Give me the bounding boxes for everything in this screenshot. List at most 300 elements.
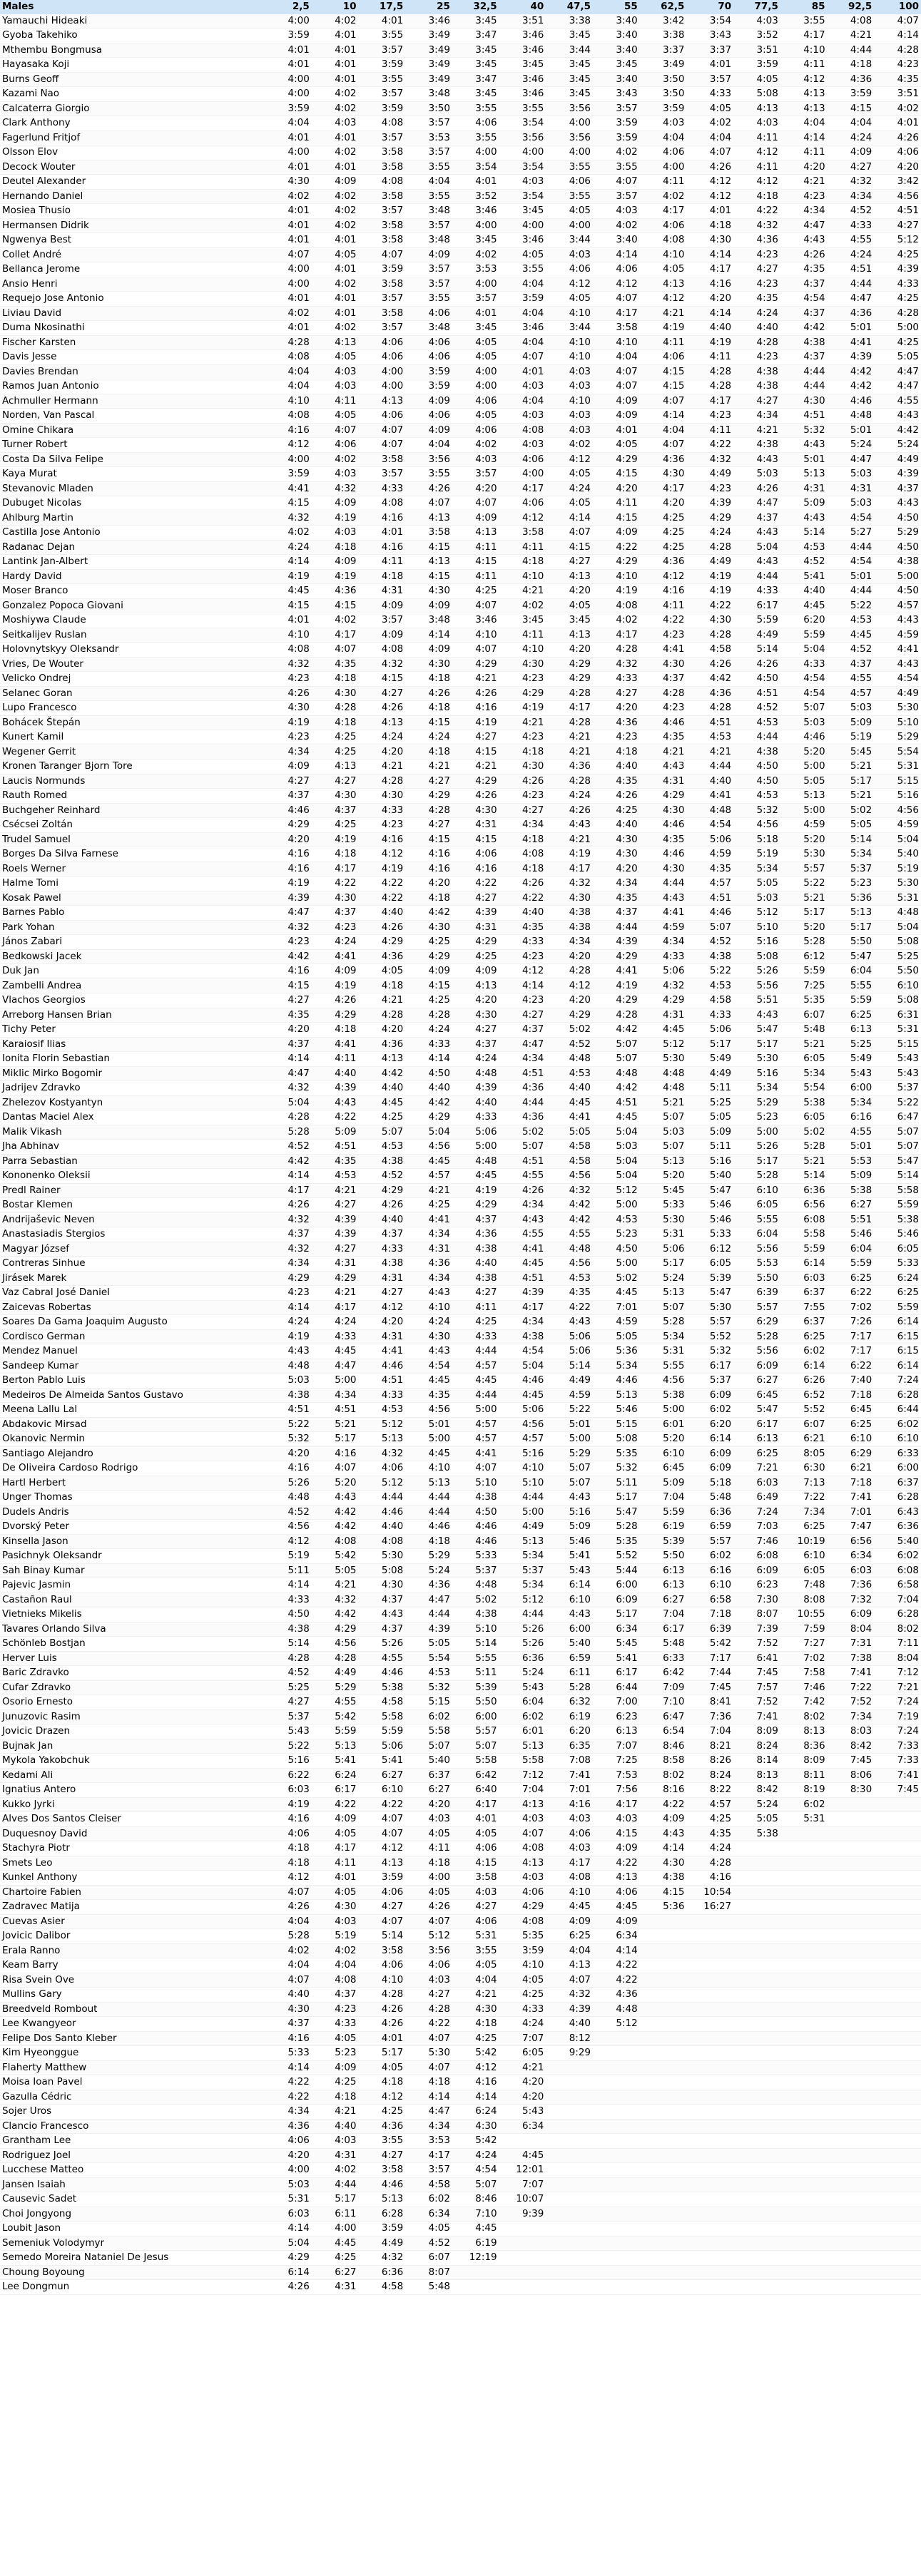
split-time: 5:04 [265,1095,312,1110]
split-time: 4:34 [405,1271,452,1286]
athlete-name: Csécsei Zoltán [0,818,265,833]
split-time: 5:56 [733,978,780,993]
split-time: 7:45 [874,1783,921,1798]
split-time: 8:02 [874,1622,921,1637]
split-time: 5:34 [499,1578,546,1593]
table-row [0,481,921,496]
split-time: 4:20 [265,1446,312,1461]
split-time: 4:15 [640,364,687,379]
athlete-name: Sojer Uros [0,2105,265,2120]
split-time: 4:06 [499,496,546,511]
split-time: 4:05 [452,409,499,424]
split-time: 7:34 [828,1709,875,1724]
split-time: 3:50 [640,72,687,87]
split-time: 4:30 [405,584,452,599]
split-time: 4:31 [640,1008,687,1023]
split-time: 4:30 [452,1008,499,1023]
split-time: 4:31 [780,481,828,496]
split-time: 4:17 [780,29,828,44]
split-time: 5:07 [640,1300,687,1315]
split-time: 4:15 [312,598,359,613]
split-time: 5:33 [265,2046,312,2061]
athlete-name: Mykola Yakobchuk [0,1754,265,1769]
split-time: 4:53 [733,715,780,730]
split-time: 4:35 [312,657,359,672]
split-time: 4:14 [593,1943,640,1958]
split-time: 5:24 [405,1563,452,1578]
split-time: 6:28 [874,1608,921,1622]
split-time: 6:16 [686,1563,733,1578]
athlete-name: Dvorský Peter [0,1520,265,1535]
split-time: 4:19 [312,569,359,584]
split-time: 3:59 [640,101,687,116]
split-time: 4:28 [265,1110,312,1125]
split-time [593,2265,640,2280]
split-time: 3:59 [359,262,406,277]
split-time: 4:03 [546,409,593,424]
split-time [686,2090,733,2105]
split-time: 4:27 [265,774,312,789]
split-time: 4:38 [265,1622,312,1637]
athlete-name: Lee Kwangyeor [0,2017,265,2032]
split-time: 4:22 [733,204,780,219]
split-time: 4:51 [686,715,733,730]
split-time: 4:03 [452,1885,499,1900]
split-time: 4:58 [686,993,733,1008]
split-time: 4:32 [546,1183,593,1198]
table-row [0,1505,921,1520]
split-time: 7:44 [686,1666,733,1681]
split-time: 4:23 [265,730,312,745]
table-row [0,1052,921,1067]
split-time: 4:07 [546,1973,593,1988]
split-time: 4:11 [312,1052,359,1067]
split-time: 5:09 [640,1476,687,1491]
split-time: 4:08 [499,423,546,438]
column-header: 40 [499,0,546,14]
athlete-name: Okanovic Nermin [0,1432,265,1447]
split-time: 4:21 [452,760,499,775]
split-time: 4:29 [359,1183,406,1198]
split-time: 7:52 [733,1637,780,1652]
split-time: 5:02 [546,1023,593,1038]
split-time: 4:26 [593,789,640,804]
split-time [828,2236,875,2251]
split-time: 4:25 [499,1988,546,2003]
split-time: 9:39 [499,2207,546,2222]
split-time: 4:05 [312,2031,359,2046]
table-row [0,1695,921,1710]
table-row [0,1914,921,1929]
split-time: 4:35 [686,862,733,876]
split-time: 6:10 [780,1549,828,1564]
split-time: 4:18 [405,745,452,760]
split-time: 4:06 [312,438,359,453]
split-time [828,2265,875,2280]
table-row [0,598,921,613]
split-time: 5:30 [733,1052,780,1067]
athlete-name: Hardy David [0,569,265,584]
split-time: 3:57 [359,131,406,145]
split-time: 3:51 [874,87,921,102]
split-time: 4:36 [265,2119,312,2134]
split-time [874,2148,921,2163]
split-time: 4:21 [640,306,687,321]
split-time [686,2075,733,2090]
split-time: 6:58 [686,1593,733,1608]
split-time [780,2280,828,2295]
split-time: 6:29 [828,1446,875,1461]
split-time: 4:23 [640,701,687,716]
split-time: 5:54 [405,1651,452,1666]
split-time: 3:55 [359,2134,406,2149]
split-time: 5:07 [405,1739,452,1754]
split-time: 4:56 [546,1257,593,1272]
split-time: 4:22 [359,876,406,891]
split-time: 4:43 [640,891,687,906]
split-time: 5:28 [733,1329,780,1344]
split-time: 4:25 [686,1812,733,1827]
split-time: 4:37 [452,1212,499,1227]
split-time: 4:25 [452,2031,499,2046]
split-time: 4:03 [312,379,359,394]
split-time: 5:35 [593,1534,640,1549]
split-time: 5:19 [828,730,875,745]
split-time: 4:42 [780,321,828,336]
athlete-name: Santiago Alejandro [0,1446,265,1461]
split-time: 8:13 [780,1724,828,1739]
split-time: 4:34 [499,1052,546,1067]
split-time: 4:45 [780,598,828,613]
split-time [828,2017,875,2032]
split-time [874,2134,921,2149]
split-time: 4:01 [312,43,359,58]
split-time: 4:24 [686,526,733,541]
split-time: 3:50 [405,101,452,116]
split-time [780,2148,828,2163]
split-time: 4:42 [828,379,875,394]
split-time: 5:01 [546,1417,593,1432]
athlete-name: Moisa Ioan Pavel [0,2075,265,2090]
split-time: 7:48 [780,1578,828,1593]
split-time: 4:40 [499,906,546,921]
split-time [686,2251,733,2266]
athlete-name: Wegener Gerrit [0,745,265,760]
split-time: 4:37 [640,672,687,687]
split-time: 4:05 [640,262,687,277]
split-time: 5:09 [828,1169,875,1184]
athlete-name: Baric Zdravko [0,1666,265,1681]
split-time: 4:06 [874,145,921,160]
split-time: 5:48 [686,1491,733,1506]
athlete-name: Rauth Romed [0,789,265,804]
split-time [733,1958,780,1973]
split-time: 4:23 [640,628,687,643]
split-time: 8:06 [828,1768,875,1783]
split-time: 4:11 [312,1856,359,1871]
split-time: 3:46 [499,233,546,248]
split-time: 7:24 [874,1695,921,1710]
split-time: 5:48 [780,1023,828,1038]
split-time: 16:27 [686,1900,733,1915]
split-time: 4:51 [686,891,733,906]
split-time: 7:17 [828,1344,875,1359]
split-time: 5:08 [874,993,921,1008]
split-time: 5:05 [874,350,921,365]
table-row [0,978,921,993]
table-row [0,628,921,643]
split-time: 5:34 [828,847,875,862]
split-time: 4:43 [546,1608,593,1622]
split-time: 6:09 [686,1461,733,1476]
split-time: 5:36 [828,891,875,906]
split-time: 5:31 [874,760,921,775]
table-row [0,1534,921,1549]
split-time: 3:57 [359,613,406,628]
split-time: 4:06 [452,847,499,862]
split-time: 5:22 [265,1417,312,1432]
split-time: 4:06 [452,1914,499,1929]
split-time: 4:00 [265,277,312,292]
split-time: 4:25 [359,2105,406,2120]
table-row [0,1651,921,1666]
split-time: 4:25 [452,1315,499,1330]
table-row [0,1198,921,1213]
athlete-name: Mosiea Thusio [0,204,265,219]
athlete-name: Selanec Goran [0,686,265,701]
split-time: 5:38 [733,1826,780,1841]
split-time: 4:58 [686,643,733,658]
split-time: 4:28 [546,774,593,789]
split-time: 4:10 [265,628,312,643]
athlete-name: Meena Lallu Lal [0,1403,265,1418]
split-time: 6:10 [640,1446,687,1461]
split-time: 4:20 [593,701,640,716]
split-time [874,2251,921,2266]
column-header: 17,5 [359,0,406,14]
split-time: 4:17 [593,1797,640,1812]
athlete-name: Bellanca Jerome [0,262,265,277]
split-time: 6:07 [405,2251,452,2266]
athlete-name: Junuzovic Rasim [0,1709,265,1724]
split-time: 5:17 [312,2192,359,2207]
athlete-name: Turner Robert [0,438,265,453]
split-time: 6:02 [405,1709,452,1724]
split-time: 6:25 [546,1929,593,1944]
split-time: 6:44 [874,1403,921,1418]
table-body [0,14,921,2295]
table-row [0,1286,921,1301]
split-time: 5:07 [499,1140,546,1155]
split-time: 5:09 [780,496,828,511]
split-time: 5:19 [265,1549,312,1564]
split-time: 4:26 [359,2002,406,2017]
split-time: 4:09 [452,511,499,526]
split-time: 3:57 [405,2163,452,2178]
split-time: 5:00 [499,1505,546,1520]
split-time: 4:22 [593,1856,640,1871]
split-time: 3:59 [265,467,312,482]
athlete-name: Mullins Gary [0,1988,265,2003]
split-time: 5:31 [265,2192,312,2207]
split-time: 4:12 [359,1300,406,1315]
split-time: 4:45 [640,1023,687,1038]
split-time: 7:24 [874,1374,921,1389]
split-time: 6:13 [828,1023,875,1038]
split-time: 4:25 [312,745,359,760]
split-time: 4:33 [312,1329,359,1344]
split-time: 4:58 [546,1140,593,1155]
split-time: 4:10 [546,335,593,350]
athlete-name: Norden, Van Pascal [0,409,265,424]
split-time: 5:49 [828,1052,875,1067]
split-time: 4:18 [593,745,640,760]
split-time: 10:55 [780,1608,828,1622]
table-row [0,2222,921,2237]
split-time: 4:19 [593,978,640,993]
split-time: 4:43 [780,511,828,526]
split-time: 4:30 [405,920,452,935]
split-time: 4:00 [359,364,406,379]
split-time: 4:43 [405,1286,452,1301]
split-time: 6:58 [874,1578,921,1593]
split-time: 4:06 [546,175,593,190]
split-time: 7:09 [640,1680,687,1695]
split-time: 6:14 [546,1578,593,1593]
split-time: 4:08 [312,1534,359,1549]
split-time: 3:57 [359,292,406,307]
split-time: 4:30 [686,613,733,628]
split-time: 4:39 [405,1622,452,1637]
split-time: 5:50 [640,1549,687,1564]
athlete-name: Requejo Jose Antonio [0,292,265,307]
split-time: 4:15 [593,511,640,526]
split-time: 6:07 [780,1417,828,1432]
table-row [0,760,921,775]
split-time: 4:02 [312,2163,359,2178]
split-time: 4:27 [405,818,452,833]
table-row [0,335,921,350]
split-time: 4:16 [359,540,406,555]
athlete-name: Seitkalijev Ruslan [0,628,265,643]
split-time: 3:37 [640,43,687,58]
table-row [0,262,921,277]
split-time: 5:04 [593,1169,640,1184]
split-time: 5:59 [828,993,875,1008]
table-row [0,1988,921,2003]
split-time: 5:36 [593,1344,640,1359]
split-time: 8:42 [828,1739,875,1754]
split-time: 4:18 [312,715,359,730]
table-row [0,1666,921,1681]
split-time: 4:31 [312,1257,359,1272]
split-time: 4:07 [593,364,640,379]
athlete-name: Alves Dos Santos Cleiser [0,1812,265,1827]
split-time: 4:06 [499,452,546,467]
split-time: 3:54 [499,116,546,131]
split-time: 3:46 [499,72,546,87]
athlete-name: Castañon Raul [0,1593,265,1608]
split-time: 4:45 [499,2148,546,2163]
split-time: 5:00 [874,569,921,584]
split-time: 4:43 [780,438,828,453]
split-time: 3:59 [828,87,875,102]
split-time: 4:38 [265,1388,312,1403]
split-time: 5:00 [593,1198,640,1213]
table-row [0,321,921,336]
split-time: 4:05 [452,1826,499,1841]
split-time: 4:18 [405,1856,452,1871]
table-row [0,496,921,511]
split-time: 4:48 [593,1066,640,1081]
split-time: 4:44 [780,379,828,394]
athlete-name: Miklic Mirko Bogomir [0,1066,265,1081]
athlete-name: Duma Nkosinathi [0,321,265,336]
table-row [0,423,921,438]
athlete-name: Radanac Dejan [0,540,265,555]
split-time: 5:06 [499,1403,546,1418]
split-time: 5:20 [780,832,828,847]
split-time: 6:36 [359,2265,406,2280]
split-time: 4:01 [265,292,312,307]
split-time: 5:57 [686,1534,733,1549]
split-time [546,2148,593,2163]
split-time [546,2134,593,2149]
split-time [640,1958,687,1973]
split-time: 4:21 [359,993,406,1008]
split-time: 7:04 [499,1783,546,1798]
split-time: 6:47 [640,1709,687,1724]
table-row [0,876,921,891]
table-row [0,1593,921,1608]
split-time: 3:47 [452,72,499,87]
split-time: 7:22 [828,1680,875,1695]
split-time: 4:25 [640,540,687,555]
split-time: 5:24 [640,1271,687,1286]
split-time: 4:00 [452,364,499,379]
split-time: 4:28 [640,686,687,701]
athlete-name: Dubuget Nicolas [0,496,265,511]
split-time: 6:10 [733,1183,780,1198]
split-time: 4:28 [686,364,733,379]
split-time: 4:01 [312,262,359,277]
athlete-name: Vries, De Wouter [0,657,265,672]
split-time [828,2090,875,2105]
athlete-name: Felipe Dos Santo Kleber [0,2031,265,2046]
table-row [0,277,921,292]
split-time: 5:00 [405,1432,452,1447]
split-time: 4:43 [265,1344,312,1359]
split-time [828,2105,875,2120]
split-time: 4:57 [452,1432,499,1447]
split-time: 5:17 [733,1154,780,1169]
split-time: 6:10 [546,1593,593,1608]
split-time: 5:21 [780,1154,828,1169]
split-time: 5:52 [593,1549,640,1564]
split-time: 4:45 [593,1900,640,1915]
split-time: 4:15 [359,672,406,687]
split-time [593,2046,640,2061]
athlete-name: Dantas Maciel Alex [0,1110,265,1125]
split-time: 4:05 [312,409,359,424]
athlete-name: Vlachos Georgios [0,993,265,1008]
split-time: 4:15 [405,540,452,555]
split-time: 6:04 [828,1242,875,1257]
split-time: 3:45 [452,87,499,102]
split-time: 4:16 [452,2075,499,2090]
split-time: 6:11 [312,2207,359,2222]
split-time: 4:33 [359,1388,406,1403]
